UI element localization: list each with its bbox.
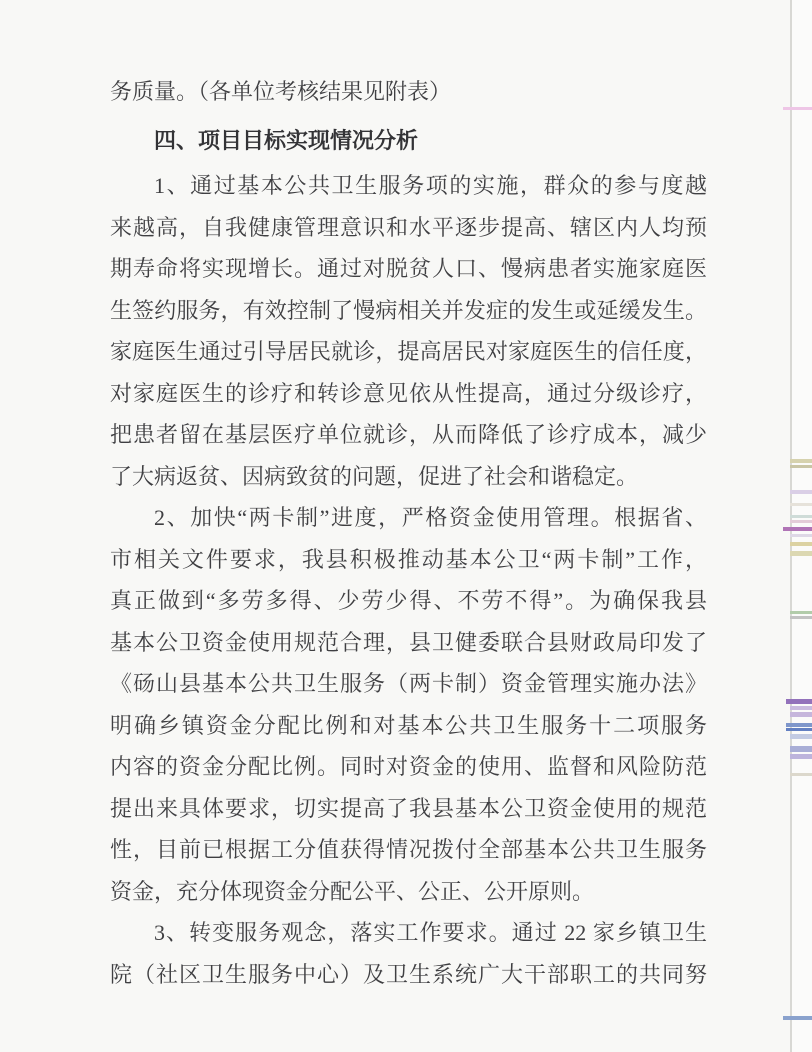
- scan-color-streak: [790, 746, 812, 752]
- scan-color-streak: [790, 520, 812, 523]
- scan-color-streak: [786, 699, 812, 704]
- document-text-block: [110, 71, 707, 995]
- scan-color-streak: [790, 534, 812, 537]
- document-text-line: 来越高，自我健康管理意识和水平逐步提高、辖区内人均预: [110, 214, 707, 240]
- scan-color-streak: [790, 465, 812, 468]
- scan-color-streak: [790, 490, 812, 494]
- document-text-line: 《砀山县基本公共卫生服务（两卡制）资金管理实施办法》: [110, 671, 707, 696]
- scan-color-streak: [790, 754, 812, 759]
- scan-color-streak: [783, 527, 812, 531]
- document-text-line: 市相关文件要求，我县积极推动基本公卫“两卡制”工作，: [110, 546, 707, 572]
- scan-color-streak: [786, 728, 812, 731]
- section-heading: 四、项目目标实现情况分析: [154, 127, 419, 153]
- document-text-line: 提出来具体要求，切实提高了我县基本公卫资金使用的规范: [110, 795, 707, 821]
- document-text-line: 把患者留在基层医疗单位就诊，从而降低了诊疗成本，减少: [110, 422, 707, 447]
- scan-color-streak: [790, 542, 812, 546]
- scan-color-streak: [790, 712, 812, 717]
- scan-color-streak: [783, 107, 812, 110]
- document-text-line: 生签约服务，有效控制了慢病相关并发症的发生或延缓发生。: [110, 297, 707, 323]
- scan-color-streak: [786, 723, 812, 727]
- document-text-line: 对家庭医生的诊疗和转诊意见依从性提高，通过分级诊疗，: [110, 380, 707, 406]
- scan-outer-margin: [792, 0, 812, 1052]
- scan-color-streak: [790, 551, 812, 556]
- document-text-line: 家庭医生通过引导居民就诊，提高居民对家庭医生的信任度，: [110, 339, 707, 364]
- document-text-line: 3、转变服务观念，落实工作要求。通过 22 家乡镇卫生: [154, 920, 707, 945]
- paper-edge-line: [790, 0, 792, 1052]
- document-text-line: 资金，充分体现资金分配公平、公正、公开原则。: [110, 878, 595, 904]
- document-text-line: 期寿命将实现增长。通过对脱贫人口、慢病患者实施家庭医: [110, 256, 707, 281]
- scan-color-streak: [790, 515, 812, 518]
- document-text-line: 内容的资金分配比例。同时对资金的使用、监督和风险防范: [110, 754, 707, 779]
- document-text-line: 基本公卫资金使用规范合理，县卫健委联合县财政局印发了: [110, 629, 707, 655]
- document-text-line: 1、通过基本公共卫生服务项的实施，群众的参与度越: [154, 173, 707, 198]
- document-text-line: 务质量。（各单位考核结果见附表）: [110, 79, 452, 104]
- document-text-line: 性，目前已根据工分值获得情况拨付全部基本公共卫生服务: [110, 837, 707, 862]
- document-text-line: 院（社区卫生服务中心）及卫生系统广大干部职工的共同努: [110, 961, 707, 987]
- document-text-line: 真正做到“多劳多得、少劳少得、不劳不得”。为确保我县: [110, 588, 707, 613]
- document-text-line: 明确乡镇资金分配比例和对基本公共卫生服务十二项服务: [110, 712, 707, 738]
- scan-color-streak: [790, 503, 812, 506]
- scan-color-streak: [790, 611, 812, 614]
- scan-color-streak: [790, 706, 812, 710]
- document-text-line: 2、加快“两卡制”进度，严格资金使用管理。根据省、: [154, 505, 707, 530]
- scan-color-streak: [790, 734, 812, 739]
- scan-color-streak: [790, 773, 812, 776]
- document-text-line: 了大病返贫、因病致贫的问题，促进了社会和谐稳定。: [110, 463, 639, 489]
- scan-color-streak: [790, 616, 812, 619]
- scan-color-streak: [783, 1016, 812, 1020]
- scan-color-streak: [790, 459, 812, 463]
